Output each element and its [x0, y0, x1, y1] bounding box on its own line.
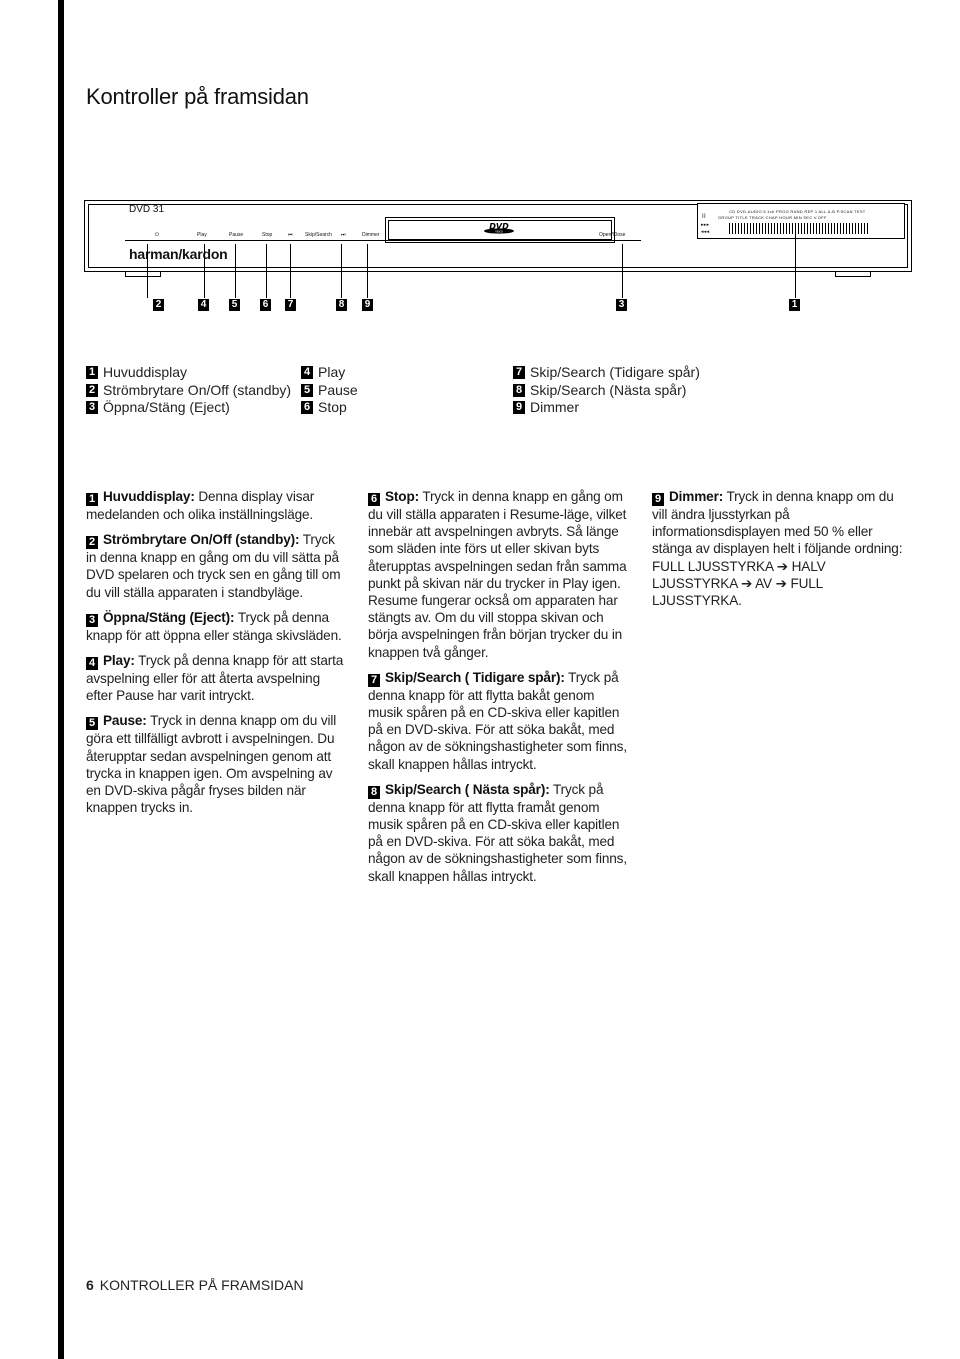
margin-bar — [58, 0, 64, 1359]
item-text: Tryck på denna knapp för att flytta bakåt genom musik spåren på en CD-skiva eller kapitlen på en DVD-skiva. För att söka bakåt, med någon av de sökningshastigheter som finns, skall knappen hållas intryckt. — [368, 669, 627, 772]
description-paragraph — [86, 609, 346, 644]
legend-label: Skip/Search (Tidigare spår) — [530, 364, 700, 380]
legend-item — [301, 382, 358, 400]
text-column-1 — [86, 488, 346, 824]
disc-tray — [385, 217, 615, 243]
item-number: 6 — [368, 493, 380, 506]
legend-number: 7 — [513, 366, 525, 379]
footer-section-title: KONTROLLER PÅ FRAMSIDAN — [99, 1277, 304, 1293]
description-paragraph — [368, 488, 628, 661]
legend-item — [301, 399, 358, 417]
item-number: 9 — [652, 493, 664, 506]
legend-number: 4 — [301, 366, 313, 379]
brand-logo: harman/kardon — [129, 246, 228, 262]
legend-label: Dimmer — [530, 399, 579, 415]
leader-line-7 — [290, 244, 291, 298]
legend-label: Skip/Search (Nästa spår) — [530, 381, 687, 398]
legend-item — [301, 364, 358, 382]
display-play-icon: ▸▸▸ — [701, 222, 710, 228]
power-icon: ⏻ — [155, 232, 159, 238]
callout-9: 9 — [362, 299, 373, 311]
skip-search-label: Skip/Search — [305, 232, 332, 238]
item-text: Tryck in denna knapp om du vill ändra ljusstyrkan på informationsdisplayen med 50 % eller stänga av displayen helt i följande ordning: FULL LJUSSTYRKA ➔ HALV LJUSSTYRKA ➔ AV ➔ FULL LJUSSTYRKA. — [652, 489, 903, 609]
display-indicators-bottom: GROUP TITLE TRACK CHAP HOUR MIN SEC V.OFF — [718, 215, 827, 220]
display-rewind-icon: ◂◂◂ — [701, 229, 710, 235]
leader-line-1 — [795, 234, 796, 298]
leader-line-2 — [147, 244, 148, 298]
callout-8: 8 — [336, 299, 347, 311]
callout-4: 4 — [198, 299, 209, 311]
description-paragraph — [652, 488, 912, 609]
description-paragraph — [86, 652, 346, 704]
legend-number: 1 — [86, 366, 98, 379]
legend-number: 3 — [86, 401, 98, 414]
page-footer — [86, 1277, 304, 1293]
legend-label: Öppna/Stäng (Eject) — [103, 399, 230, 415]
description-paragraph — [86, 712, 346, 816]
item-text: Tryck på denna knapp för att öppna eller stänga skivsläden. — [86, 609, 342, 643]
item-term: Dimmer: — [669, 489, 724, 504]
display-character-segments — [729, 223, 869, 234]
dvd-logo-subtext: VIDEO — [495, 230, 503, 234]
legend-number: 8 — [513, 384, 525, 397]
item-text: Denna display visar medelanden och olika inställningsläge. — [86, 489, 315, 522]
open-close-label: Open/Close — [599, 232, 626, 238]
legend-column-3 — [513, 364, 700, 417]
item-term: Huvuddisplay: — [103, 489, 195, 504]
legend-number: 2 — [86, 384, 98, 397]
legend-column-1 — [86, 364, 291, 417]
item-text: Tryck på denna knapp för att flytta framåt genom musik spåren på en CD-skiva eller kapitlen på en DVD-skiva. För att söka bakåt, med någon av de sökningshastigheter som finns, skall knappen hållas intryckt. — [368, 781, 627, 884]
next-icon: ⏭ — [341, 232, 346, 238]
display-pause-icon: II — [702, 214, 706, 220]
callout-6: 6 — [260, 299, 271, 311]
callout-2: 2 — [153, 299, 164, 311]
device-model-label: DVD 31 — [129, 204, 165, 215]
description-paragraph — [368, 669, 628, 773]
item-number: 2 — [86, 536, 98, 549]
legend-item — [513, 399, 700, 417]
main-display — [697, 203, 905, 239]
leader-line-9 — [367, 244, 368, 298]
legend-column-2 — [301, 364, 358, 417]
legend-label: Strömbrytare On/Off (standby) — [103, 381, 292, 398]
leader-line-8 — [341, 244, 342, 298]
display-indicators-top: CD DVD-AUDIO 5.1ch PROG RAND REP 1 ALL A-B P.SCAN TEST — [729, 209, 866, 214]
legend-label: Huvuddisplay — [103, 364, 188, 380]
dvd-logo-text: DVD — [489, 222, 509, 231]
item-number: 8 — [368, 786, 380, 799]
text-column-3 — [652, 488, 912, 617]
device-front-panel — [84, 200, 912, 272]
legend-number: 9 — [513, 401, 525, 414]
page-title: Kontroller på framsidan — [86, 84, 309, 109]
item-text: Tryck in denna knapp en gång om du vill ställa apparaten i Resume-läge, vilket innebär att avspelningen avbryts. Så länge som släden inte förs ut eller skivan byts återupptas avspelningen sedan från samma punkt på skivan när du trycker in Play igen. Resume fungerar också om apparaten har stängts av. Om du vill stoppa skivan och börja avspelningen från början trycker du in knappen två gånger. — [368, 489, 627, 660]
item-term: Stop: — [385, 489, 419, 504]
legend-item — [86, 382, 291, 400]
item-term: Play: — [103, 653, 135, 669]
item-text: Tryck på denna knapp för att starta avspelning eller för att återta avspelning efter Pause har varit intryckt. — [86, 653, 344, 704]
legend-label: Pause — [318, 381, 358, 398]
callout-7: 7 — [285, 299, 296, 311]
legend-item — [86, 399, 291, 417]
device-foot-left — [125, 271, 161, 277]
description-paragraph — [86, 531, 346, 601]
item-text: Tryck in denna knapp en gång om du vill sätta på DVD spelaren och tryck sen en gång till om du vill ställa apparaten i standbyläge. — [86, 532, 341, 600]
legend-label: Stop — [318, 399, 347, 415]
legend-item — [513, 364, 700, 382]
play-button-label: Play — [197, 232, 207, 238]
item-number: 4 — [86, 657, 98, 670]
legend-number: 6 — [301, 401, 313, 414]
legend-item — [513, 382, 700, 400]
callout-1: 1 — [789, 299, 800, 311]
legend-label: Play — [318, 364, 346, 380]
leader-line-5 — [235, 244, 236, 298]
leader-line-6 — [266, 244, 267, 298]
pause-button-label: Pause — [229, 232, 244, 238]
legend-item — [86, 364, 291, 382]
page-number: 6 — [86, 1277, 94, 1293]
leader-line-3 — [622, 244, 623, 298]
device-foot-right — [835, 271, 871, 277]
dvd-logo-icon — [483, 222, 515, 234]
item-term: Öppna/Stäng (Eject): — [103, 609, 235, 625]
item-number: 7 — [368, 674, 380, 687]
callout-5: 5 — [229, 299, 240, 311]
description-paragraph — [86, 488, 346, 523]
leader-line-4 — [204, 244, 205, 298]
item-number: 3 — [86, 614, 98, 627]
prev-icon: ⏮ — [288, 232, 293, 238]
item-number: 1 — [86, 493, 98, 506]
text-column-2 — [368, 488, 628, 893]
stop-button-label: Stop — [262, 232, 273, 238]
item-term: Pause: — [103, 713, 147, 729]
callout-3: 3 — [616, 299, 627, 311]
item-term: Strömbrytare On/Off (standby): — [103, 532, 300, 548]
legend-number: 5 — [301, 384, 313, 397]
item-term: Skip/Search ( Nästa spår): — [385, 781, 550, 797]
dimmer-button-label: Dimmer — [362, 232, 380, 238]
item-text: Tryck in denna knapp om du vill göra ett tillfälligt avbrott i avspelningen. Du återupptar sedan avspelningen genom att trycka in knappen igen. Om avspelning av en DVD-skiva pågår fryses bilden när knappen trycks in. — [86, 713, 337, 816]
description-paragraph — [368, 781, 628, 885]
item-term: Skip/Search ( Tidigare spår): — [385, 669, 565, 685]
item-number: 5 — [86, 717, 98, 730]
